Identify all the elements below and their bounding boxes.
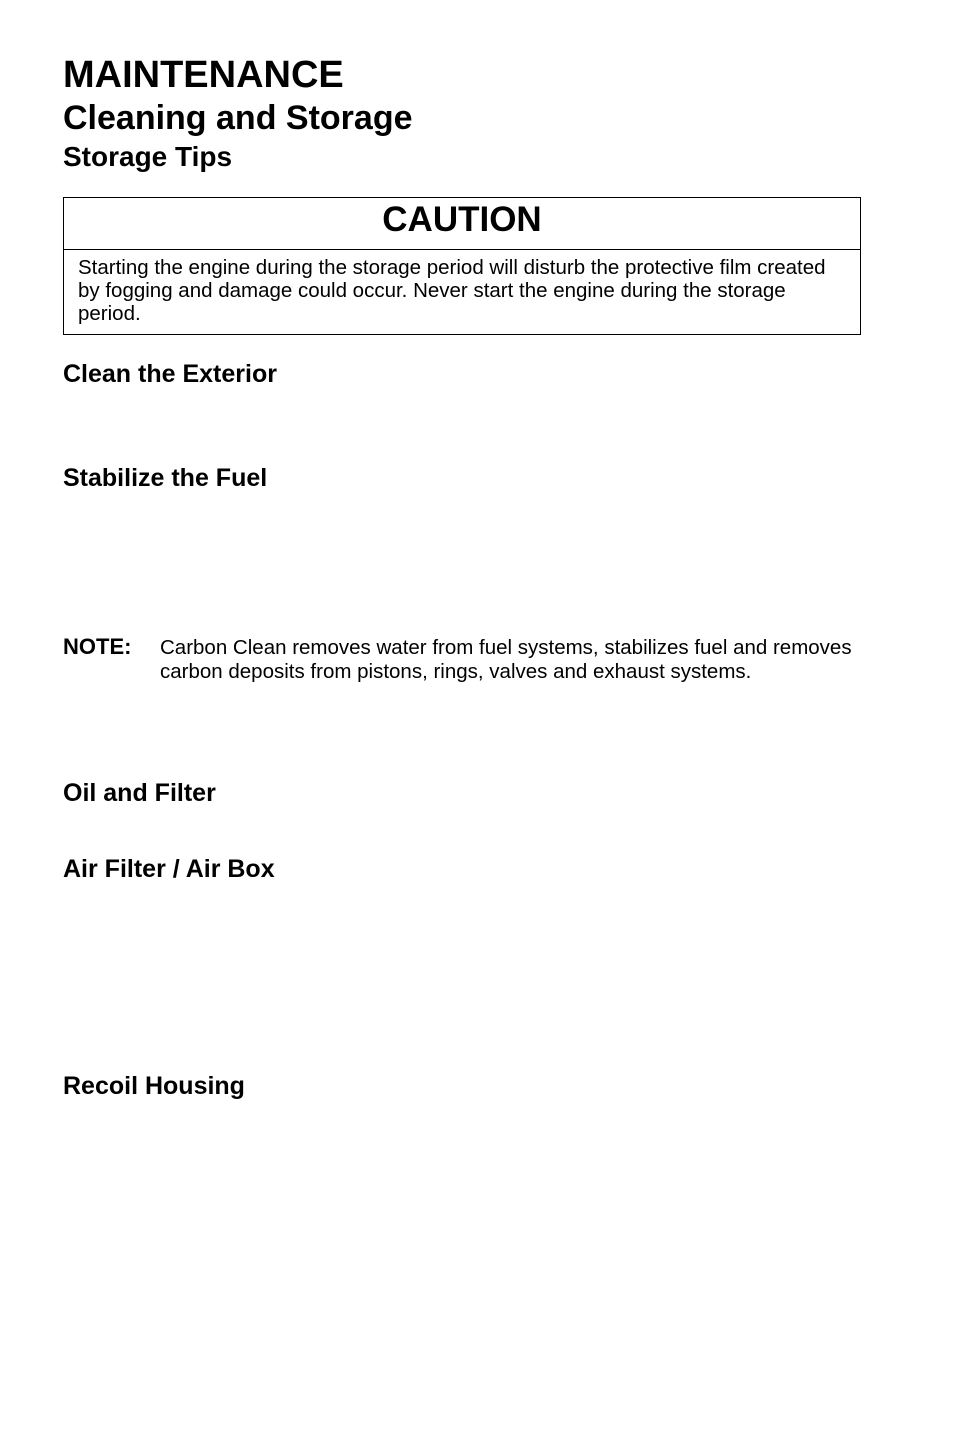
heading-clean-exterior: Clean the Exterior (63, 360, 277, 388)
caution-title: CAUTION (64, 198, 860, 250)
topic-title: Storage Tips (63, 141, 233, 172)
heading-recoil-housing: Recoil Housing (63, 1072, 245, 1100)
heading-stabilize-fuel: Stabilize the Fuel (63, 464, 268, 492)
caution-box (63, 197, 861, 335)
section-title: MAINTENANCE (63, 54, 344, 96)
heading-oil-filter: Oil and Filter (63, 779, 216, 807)
note-text: Carbon Clean removes water from fuel systems, stabilizes fuel and removes carbon deposits from pistons, rings, valves and exhaust systems. (160, 636, 852, 683)
caution-text: Starting the engine during the storage period will disturb the protective film created by fogging and damage could occur. Never start the engine during the storage period. (78, 256, 826, 325)
heading-air-filter: Air Filter / Air Box (63, 855, 275, 883)
note-label: NOTE: (63, 634, 132, 659)
chapter-title: Cleaning and Storage (63, 99, 413, 137)
